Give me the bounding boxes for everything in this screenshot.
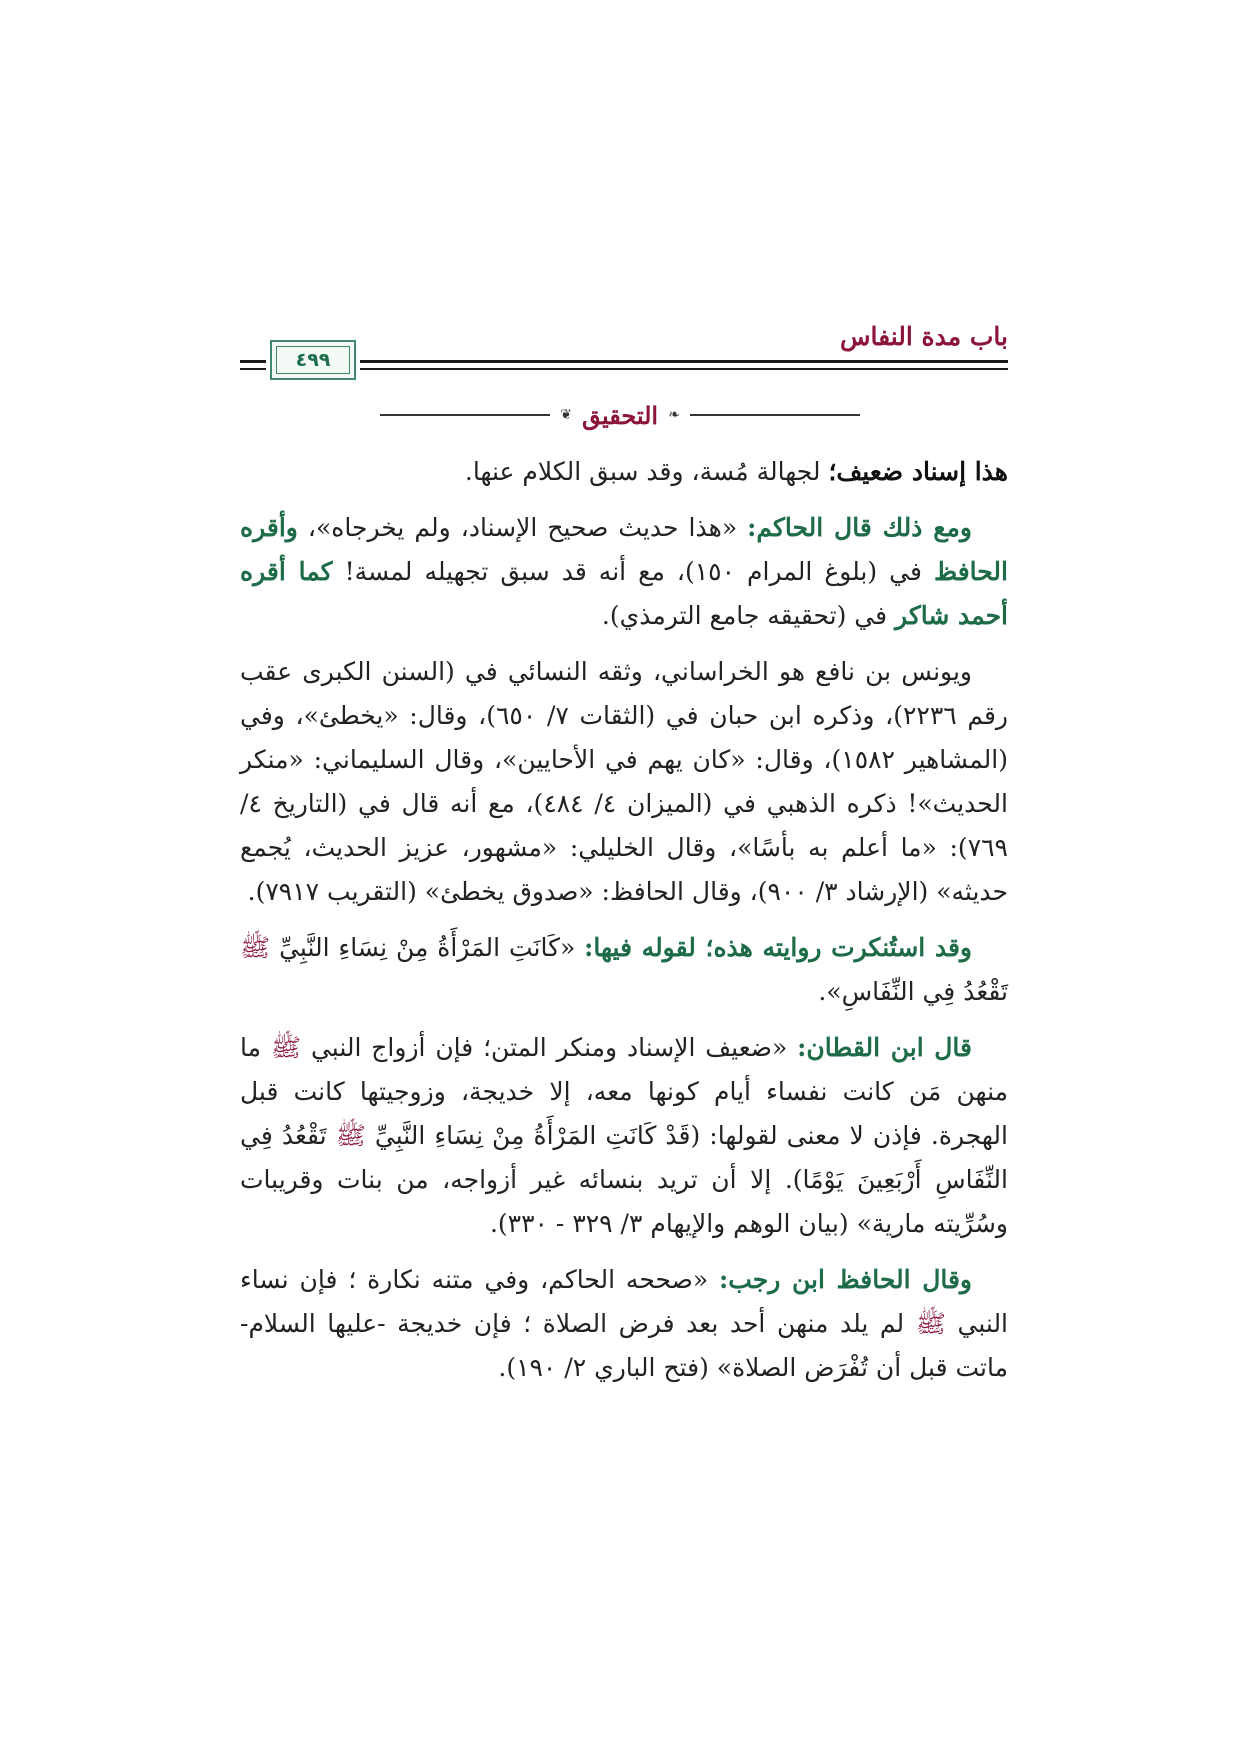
paragraph-3-text: ويونس بن نافع هو الخراساني، وثقه النسائي في (السنن الكبرى عقب رقم ٢٢٣٦)، وذكره ابن حبان في (الثقات ٧/ ٦٥٠)، وقال: «يخطئ»، وفي (المشاهير ١٥٨٢)، وقال: «كان يهم في الأحايين»، وقال السليماني: «منكر الحديث»! ذكره الذهبي في (الميزان ٤/ ٤٨٤)، مع أنه قال في (التاريخ ٤/ ٧٦٩): «ما أعلم به بأسًا»، وقال الخليلي: «مشهور، عزيز الحديث، يُجمع حديثه» (الإرشاد ٣/ ٩٠٠)، وقال الحافظ: «صدوق يخطئ» (التقريب ٧٩١٧). bbox=[240, 657, 1009, 906]
paragraph-6-lead: وقال الحافظ ابن رجب: bbox=[719, 1265, 973, 1294]
paragraph-5-text3: تَقْعُدُ فِي النِّفَاسِ أَرْبَعِينَ يَوْمًا). إلا أن تريد بنسائه غير أزواجه، من بنات وقريبات وسُرِّيته مارية» (بيان الوهم والإيهام ٣/ ٣٢٩ - ٣٣٠). bbox=[240, 1121, 1008, 1238]
paragraph-6-text2: لم يلد منهن أحد بعد فرض الصلاة ؛ فإن خديجة -عليها السلام- ماتت قبل أن تُفْرَض الصلاة» (فتح الباري ٢/ ١٩٠). bbox=[240, 1309, 1008, 1382]
paragraph-2-text2: في (بلوغ المرام ١٥٠)، مع أنه قد سبق تجهيله لمسة! bbox=[332, 557, 934, 586]
main-text bbox=[240, 450, 1008, 1402]
section-title: التحقيق bbox=[581, 400, 659, 430]
paragraph-6 bbox=[240, 1258, 1008, 1390]
paragraph-2-text1: «هذا حديث صحيح الإسناد، ولم يخرجاه»، bbox=[297, 513, 748, 542]
pbuh-icon: ﷺ bbox=[915, 1309, 946, 1338]
paragraph-5-text2: ما منهن مَن كانت نفساء أيام كونها معه، إلا خديجة، وزوجيتها كانت قبل الهجرة. فإذن لا معنى لقولها: (قَدْ كَانَتِ المَرْأَةُ مِنْ نِسَاءِ النَّبِيِّ bbox=[240, 1033, 1008, 1150]
header-rule-left-thin bbox=[240, 368, 266, 370]
paragraph-5-lead: قال ابن القطان: bbox=[797, 1033, 972, 1062]
header-rule-left-thick bbox=[240, 360, 266, 363]
page-header bbox=[240, 318, 1008, 378]
paragraph-5 bbox=[240, 1026, 1008, 1246]
paragraph-2-lead: ومع ذلك قال الحاكم: bbox=[747, 513, 972, 542]
paragraph-6-text1: «صححه الحاكم، وفي متنه نكارة ؛ فإن نساء النبي bbox=[240, 1265, 1009, 1338]
section-heading bbox=[380, 400, 860, 430]
paragraph-2-text3: في (تحقيقه جامع الترمذي). bbox=[601, 601, 896, 630]
ornament-line-right bbox=[690, 414, 860, 416]
ornament-line-left bbox=[380, 414, 550, 416]
paragraph-4-lead: وقد استُنكرت روايته هذه؛ لقوله فيها: bbox=[584, 933, 972, 962]
chapter-title: باب مدة النفاس bbox=[839, 322, 1008, 351]
pbuh-icon: ﷺ bbox=[270, 1033, 302, 1062]
paragraph-1-lead: هذا إسناد ضعيف؛ bbox=[828, 457, 1008, 486]
paragraph-4-text1: «كَانَتِ المَرْأَةُ مِنْ نِسَاءِ النَّبِيِّ bbox=[270, 933, 585, 962]
paragraph-4-text2: تَقْعُدُ فِي النِّفَاسِ». bbox=[818, 977, 1008, 1006]
page-number-badge bbox=[270, 340, 356, 380]
paragraph-2-lead3: كما أقره أحمد شاكر bbox=[240, 557, 1008, 630]
page-number: ٤٩٩ bbox=[276, 346, 350, 374]
paragraph-1 bbox=[240, 450, 1008, 494]
paragraph-2 bbox=[240, 506, 1008, 638]
ornament-left-icon: ❦ bbox=[560, 407, 572, 423]
paragraph-4 bbox=[240, 926, 1008, 1014]
header-rule-thick bbox=[360, 360, 1008, 363]
ornament-right-icon: ❧ bbox=[668, 407, 680, 423]
pbuh-icon: ﷺ bbox=[240, 933, 271, 962]
paragraph-5-text1: «ضعيف الإسناد ومنكر المتن؛ فإن أزواج النبي bbox=[301, 1033, 798, 1062]
paragraph-1-text: لجهالة مُسة، وقد سبق الكلام عنها. bbox=[464, 457, 829, 486]
header-rule-thin bbox=[360, 368, 1008, 370]
pbuh-icon: ﷺ bbox=[335, 1121, 366, 1150]
paragraph-2-lead2: وأقره الحافظ bbox=[240, 513, 1008, 586]
paragraph-3 bbox=[240, 650, 1008, 914]
